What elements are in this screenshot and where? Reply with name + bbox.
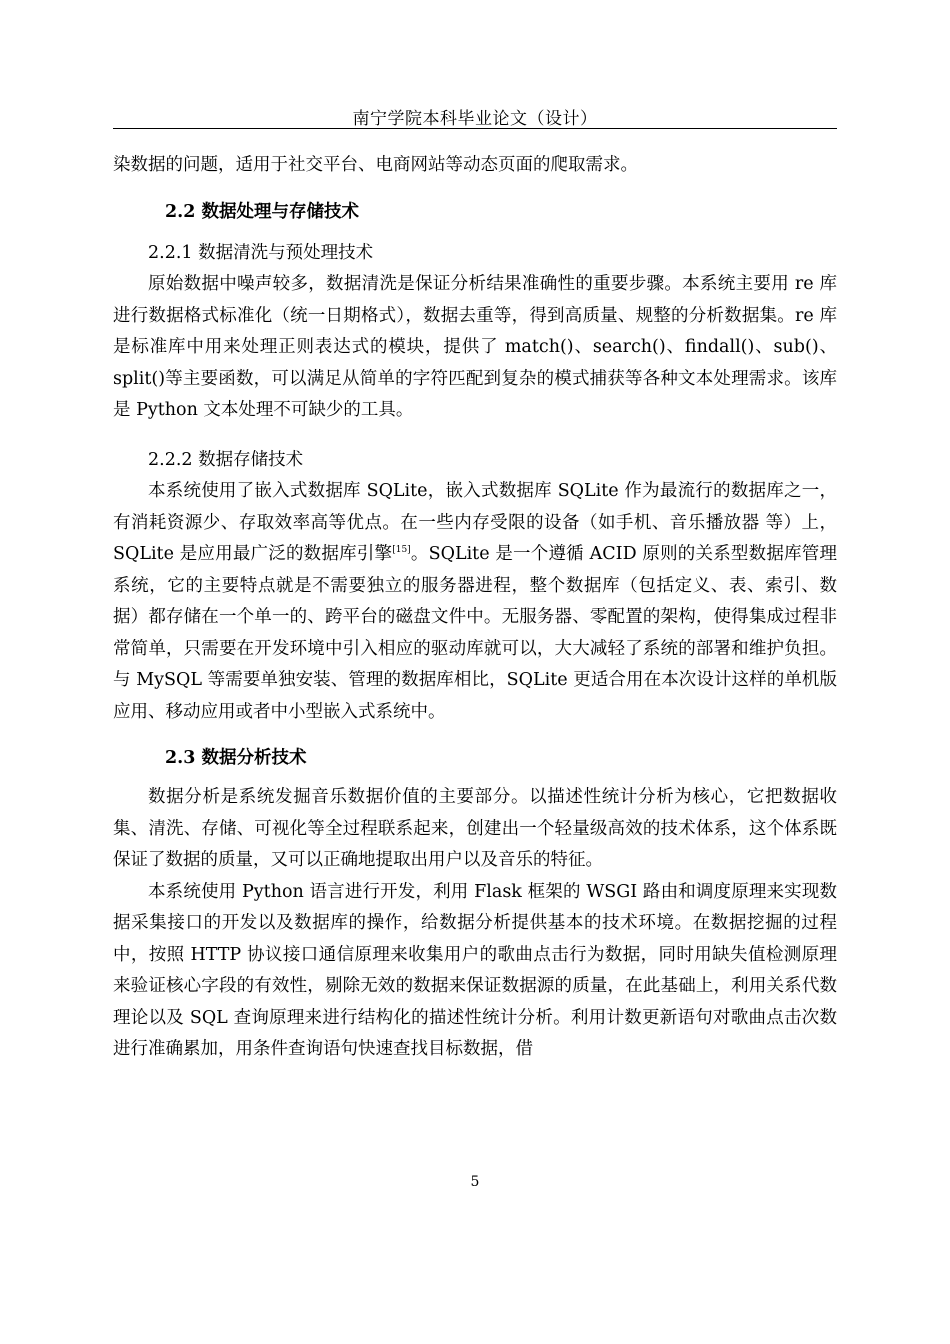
- storage-text-part-2: 。SQLite 是一个遵循 ACID 原则的关系型数据库管理系统，它的主要特点就是不需要独立的服务器进程，整个数据库（包括定义、表、索引、数据）都存储在一个单一的、跨平台的磁盘文件中。无服务器、零配置的架构，使得集成过程非常简单，只需要在开发环境中引入相应的驱动库就可以，大大减轻了系统的部署和维护负担。与 MySQL 等需要单独安装、管理的数据库相比，SQLite 更适合用在本次设计这样的单机版应用、移动应用或者中小型嵌入式系统中。: [113, 544, 837, 722]
- running-header: 南宁学院本科毕业论文（设计）: [352, 109, 598, 129]
- subsection-heading-2-2-2: 2.2.2 数据存储技术: [148, 449, 304, 470]
- body-text: [113, 150, 837, 1066]
- page-number: 5: [470, 1174, 480, 1190]
- header-rule: [113, 128, 837, 129]
- subsection-heading-2-2-1: 2.2.1 数据清洗与预处理技术: [148, 242, 374, 263]
- section-heading-2-3: 2.3 数据分析技术: [165, 748, 307, 768]
- paragraph-data-storage: [113, 476, 837, 728]
- paragraph-data-analysis: 数据分析是系统发掘音乐数据价值的主要部分。以描述性统计分析为核心，它把数据收集、清洗、存储、可视化等全过程联系起来，创建出一个轻量级高效的技术体系，这个体系既保证了数据的质量，又可以正确地提取出用户以及音乐的特征。: [113, 787, 837, 870]
- paragraph-system-implementation: 本系统使用 Python 语言进行开发，利用 Flask 框架的 WSGI 路由和调度原理来实现数据采集接口的开发以及数据库的操作，给数据分析提供基本的技术环境。在数据挖掘的过程中，按照 HTTP 协议接口通信原理来收集用户的歌曲点击行为数据，同时用缺失值检测原理来验证核心字段的有效性，剔除无效的数据来保证数据源的质量，在此基础上，利用关系代数理论以及 SQL 查询原理来进行结构化的描述性统计分析。利用计数更新语句对歌曲点击次数进行准确累加，用条件查询语句快速查找目标数据，借: [113, 881, 837, 1059]
- citation-15: [15]: [392, 545, 411, 556]
- section-heading-2-2: 2.2 数据处理与存储技术: [165, 201, 360, 222]
- paragraph-continued: 染数据的问题，适用于社交平台、电商网站等动态页面的爬取需求。: [113, 155, 638, 175]
- paragraph-data-cleaning: 原始数据中噪声较多，数据清洗是保证分析结果准确性的重要步骤。本系统主要用 re 库进行数据格式标准化（统一日期格式），数据去重等，得到高质量、规整的分析数据集。re 库是标准库中用来处理正则表达式的模块，提供了 match()、search()、findall()、sub()、split()等主要函数，可以满足从简单的字符匹配到复杂的模式捕获等各种文本处理需求。该库是 Python 文本处理不可缺少的工具。: [113, 274, 837, 420]
- storage-text-part-1: 本系统使用了嵌入式数据库 SQLite，嵌入式数据库 SQLite 作为最流行的数据库之一，有消耗资源少、存取效率高等优点。在一些内存受限的设备（如手机、音乐播放器 等）上，SQLite 是应用最广泛的数据库引擎: [113, 481, 837, 564]
